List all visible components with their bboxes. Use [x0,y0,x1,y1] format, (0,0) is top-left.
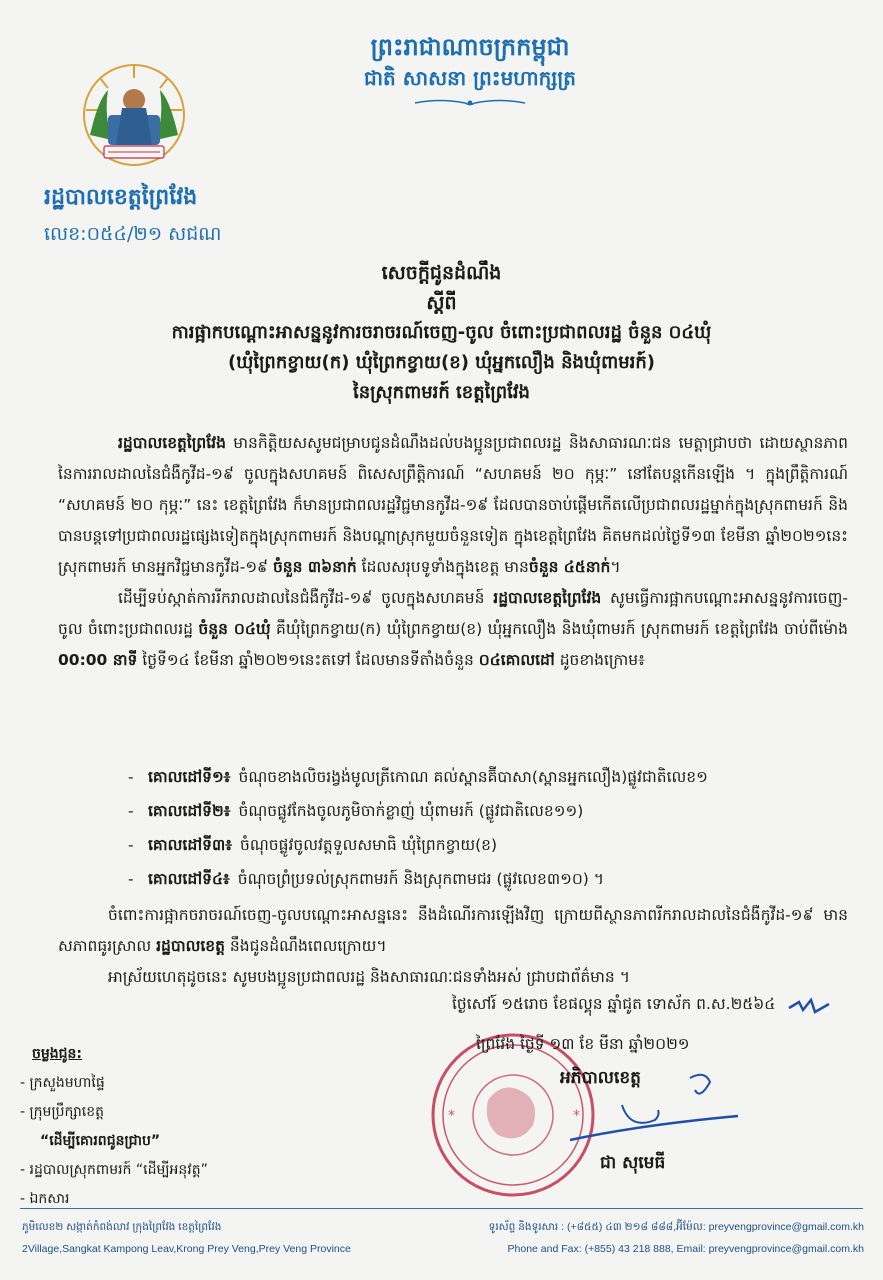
paragraph-3 [58,900,848,962]
lunar-date: ថ្ងៃសៅរ៍ ១៥រោច ខែផល្គុន ឆ្នាំជូត ទោស័ក ព.ស.២៥៦៤ [452,995,776,1013]
prey-veng-province-emblem [78,60,190,170]
p1-text: មានកិត្តិយសសូមជម្រាបជូនដំណឹងដល់បងប្អូនប្រជាពលរដ្ឋ និងសាធារណៈជន មេត្តាជ្រាបថា ដោយស្ថានភាពនៃការរាលដាលនៃជំងឺកូវីដ-១៩ ចូលក្នុងសហគមន៍ ពិសេសព្រឹត្តិការណ៍ “សហគមន៍ ២០ កុម្ភៈ” នៅតែបន្តកើនឡើង ។ ក្នុងព្រឹត្តិការណ៍ “សហគមន៍ ២០ កុម្ភៈ” នេះ ខេត្តព្រៃវែង ក៏មានប្រជាពលរដ្ឋវិជ្ជមានកូវីដ-១៩ ដែលបានចាប់ផ្តើមកើតលើប្រជាពលរដ្ឋម្នាក់ក្នុងស្រុកពាមរក៍ និងបានបន្តទៅប្រជាពលរដ្ឋផ្សេងទៀតក្នុងស្រុកពាមរក៍ និងបណ្តាស្រុកមួយចំនួនទៀត ក្នុងខេត្តព្រៃវែង គិតមកដល់ថ្ងៃទី១៣ ខែមីនា ឆ្នាំ២០២១នេះ ស្រុកពាមរក៍ មានអ្នកវិជ្ជមានកូវីដ-១៩ [58,434,848,576]
p2-office: រដ្ឋបាលខេត្តព្រៃវែង [493,589,602,607]
signer-title: អភិបាលខេត្ត [560,1068,641,1088]
footer-address-kh: ភូមិលេខ២ សង្កាត់កំពង់លាវ ក្រុងព្រៃវែង ខេត្តព្រៃវែង [22,1221,222,1233]
title-line-1: សេចក្តីជូនដំណឹង [381,262,502,284]
cc-title: ចម្លងជូន: [32,1046,83,1062]
title-line-3: ការផ្អាកបណ្តោះអាសន្ននូវការចរាចរណ៍ចេញ-ចូល ចំពោះប្រជាពលរដ្ឋ ចំនួន ០៤ឃុំ [171,322,712,343]
p1-mid: ដែលសរុបទូទាំងក្នុងខេត្ត មាន [356,558,529,576]
p2-time: 00:00 នាទី [58,651,138,669]
p2-d: ថ្ងៃទី១៤ ខែមីនា ឆ្នាំ២០២១នេះតទៅ ដែលមានទីតាំងចំនួន [137,651,479,669]
paragraph-4: អាស្រ័យហេតុដូចនេះ សូមបងប្អូនប្រជាពលរដ្ឋ និងសាធារណៈជនទាំងអស់ ជ្រាបជាព័ត៌មាន ។ [108,968,630,986]
target-text: ចំណុចផ្លូវកែងចូលភូមិចាក់ខ្លាញ់ ឃុំពាមរក៍ (ផ្លូវជាតិលេខ១១) [238,802,584,820]
footer-divider [20,1208,863,1209]
p3-b: នឹងជូនដំណឹងពេលក្រោយ។ [224,937,387,955]
notice-body [58,428,848,676]
list-item: - ក្រសួងមហាផ្ទៃ [20,1075,105,1091]
reference-number: លេខ:០៥៤/២១ សជណ [44,223,222,245]
national-motto [300,30,640,112]
p2-e: ដូចខាងក្រោម៖ [554,651,645,669]
list-item: - គោលដៅទី៣៖ ចំណុចផ្លូវចូលវត្តទួលសមាធិ ឃុំព្រៃកខ្វាយ(ខ) [128,828,848,862]
handwritten-mark-icon [785,994,833,1018]
checkpoint-list [128,760,848,896]
motto-ornament-icon [410,98,530,108]
paragraph-1 [58,428,848,583]
p2-c: គឺឃុំព្រៃកខ្វាយ(ក) ឃុំព្រៃកខ្វាយ(ខ) ឃុំអ្នកលឿង និងឃុំពាមរក៍ ស្រុកពាមរក៍ ខេត្តព្រៃវែង ចាប់ពីម៉ោង [270,620,848,638]
cc-purpose: “ដើម្បីគោរពជូនជ្រាប” [40,1133,161,1149]
p2-b: សូមធ្វើការផ្អាកបណ្តោះអាសន្ននូវការចេញ-ចូល ចំពោះប្រជាពលរដ្ឋ [58,589,848,638]
kingdom-heading: ព្រះរាជាណាចក្រកម្ពុជា [370,33,570,61]
svg-text:*: * [448,1108,455,1124]
paragraph-2 [58,583,848,676]
svg-text:*: * [573,1108,580,1124]
motto-slogan: ជាតិ សាសនា ព្រះមហាក្សត្រ [364,66,576,90]
footer-contact-kh: ទូរស័ព្ទ និងទូរសារ : (+៨៥៥) ៤៣ ២១៨ ៨៨៨,អ៊ីម៉ែល: preyvengprovince@gmail.com.kh [488,1221,864,1233]
target-text: ចំណុចខាងលិចរង្វង់មូលត្រីកោណ គល់ស្ពានគ៊ីបាសា(ស្ពានអ្នកលឿង)ផ្លូវជាតិលេខ១ [238,768,708,786]
notice-title [130,258,753,408]
title-line-2: ស្តីពី [426,292,457,314]
handwritten-signature-icon [560,1060,740,1150]
p1-lead: រដ្ឋបាលខេត្តព្រៃវែង [118,434,226,452]
p3-a: ចំពោះការផ្អាកចរាចរណ៍ចេញ-ចូលបណ្តោះអាសន្ននេះ នឹងដំណើរការឡើងវិញ ក្រោយពីស្ថានភាពរីករាលដាលនៃជំងឺកូវីដ-១៩ មានសភាពធូរស្រាល [58,906,848,955]
p2-targets: ០៤គោលដៅ [478,651,555,669]
p1-count-district: ចំនួន ៣៦នាក់ [272,558,357,576]
list-item: - រដ្ឋបាលស្រុកពាមរក៍ “ដើម្បីអនុវត្ត” [20,1162,208,1178]
signer-name: ជា សុមេធី [600,1153,666,1173]
title-line-5: នៃស្រុកពាមរក៍ ខេត្តព្រៃវែង [353,382,530,403]
p2-a: ដើម្បីទប់ស្កាត់ការរីករាលដាលនៃជំងឺកូវីដ-១៩ ចូលក្នុងសហគមន៍ [118,589,494,607]
target-label: គោលដៅទី៣៖ [148,836,233,854]
footer-english-row [22,1238,864,1260]
list-item: - ឯកសារ [20,1191,70,1207]
target-label: គោលដៅទី១៖ [148,768,231,786]
target-label: គោលដៅទី២៖ [148,802,231,820]
p1-count-province: ចំនួន ៤៥នាក់ [528,558,611,576]
list-item: - គោលដៅទី៤៖ ចំណុចព្រំប្រទល់ស្រុកពាមរក៍ និងស្រុកពាមជរ (ផ្លូវលេខ៣១០) ។ [128,862,848,896]
p2-count: ចំនួន ០៤ឃុំ [198,620,271,638]
footer-khmer-row [22,1216,864,1238]
target-text: ចំណុចផ្លូវចូលវត្តទួលសមាធិ ឃុំព្រៃកខ្វាយ(ខ) [240,836,498,854]
solar-date: ព្រៃវែង ថ្ងៃទី ១៣ ខែ មីនា ឆ្នាំ២០២១ [476,1035,690,1053]
title-line-4: (ឃុំព្រៃកខ្វាយ(ក) ឃុំព្រៃកខ្វាយ(ខ) ឃុំអ្នកលឿង និងឃុំពាមរក៍) [227,352,656,373]
p1-end: ។ [610,558,621,576]
footer-address-en: 2Village,Sangkat Kampong Leav,Krong Prey Veng,Prey Veng Province [22,1243,351,1255]
target-label: គោលដៅទី៤៖ [148,870,230,888]
target-text: ចំណុចព្រំប្រទល់ស្រុកពាមរក៍ និងស្រុកពាមជរ (ផ្លូវលេខ៣១០) ។ [237,870,604,888]
letterhead-footer [22,1216,864,1260]
list-item: - គោលដៅទី២៖ ចំណុចផ្លូវកែងចូលភូមិចាក់ខ្លាញ់ ឃុំពាមរក៍ (ផ្លូវជាតិលេខ១១) [128,794,848,828]
list-item: - ក្រុមប្រឹក្សាខេត្ត [20,1104,105,1120]
list-item: - គោលដៅទី១៖ ចំណុចខាងលិចរង្វង់មូលត្រីកោណ គល់ស្ពានគ៊ីបាសា(ស្ពានអ្នកលឿង)ផ្លូវជាតិលេខ១ [128,760,848,794]
p3-office: រដ្ឋបាលខេត្ត [156,937,225,955]
carbon-copy-list [20,1040,208,1214]
closing-paragraphs [58,900,848,993]
issuing-office: រដ្ឋបាលខេត្តព្រៃវែង [44,185,198,210]
footer-contact-en: Phone and Fax: (+855) 43 218 888, Email: preyvengprovince@gmail.com.kh [507,1243,864,1255]
